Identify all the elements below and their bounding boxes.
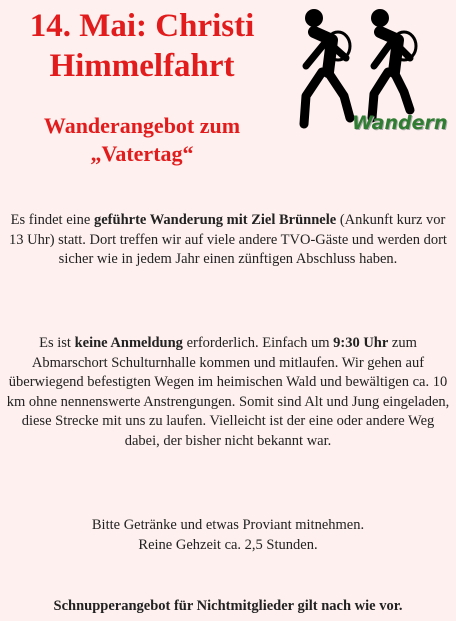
wandern-logo <box>294 6 454 134</box>
title-line-2: Himmelfahrt <box>49 48 235 84</box>
title-line-1: 14. Mai: Christi <box>29 8 255 44</box>
paragraph-notes <box>6 516 450 555</box>
notes-line-1: Bitte Getränke und etwas Proviant mitnehmen. <box>91 517 365 533</box>
subtitle-line-2: „Vatertag“ <box>90 141 194 166</box>
paragraph-details: Es ist keine Anmeldung erforderlich. Einfach um 9:30 Uhr zum Abmarschort Schulturnhalle kommen und mitlaufen. Wir gehen auf überwiegend befestigten Wegen im heimischen Wald und bewältigen ca. 10 km ohne nennenswerte Anstrengungen. Somit sind Alt und Jung eingeladen, diese Strecke mit uns zu laufen. Vielleicht ist der eine oder andere Weg dabei, der bisher nicht bekannt war. <box>6 335 450 449</box>
start-time: 9:30 Uhr <box>333 335 389 351</box>
no-registration: keine Anmeldung <box>74 335 183 351</box>
paragraph-tour-info: Es findet eine geführte Wanderung mit Ziel Brünnele (Ankunft kurz vor 13 Uhr) statt. Dort treffen wir auf viele andere TVO-Gäste und werden dort sicher wie in jedem Jahr einen zünftigen Abschluss haben. <box>9 212 447 267</box>
page-title <box>6 6 278 86</box>
page-subtitle <box>6 112 278 168</box>
tour-destination: geführte Wanderung mit Ziel Brünnele <box>94 212 337 228</box>
subtitle-line-1: Wanderangebot zum <box>43 113 241 138</box>
notes-line-2: Reine Gehzeit ca. 2,5 Stunden. <box>138 536 318 553</box>
logo-label: Wandern <box>352 112 448 134</box>
footer-note: Schnupperangebot für Nichtmitglieder gilt nach wie vor. <box>53 598 403 614</box>
